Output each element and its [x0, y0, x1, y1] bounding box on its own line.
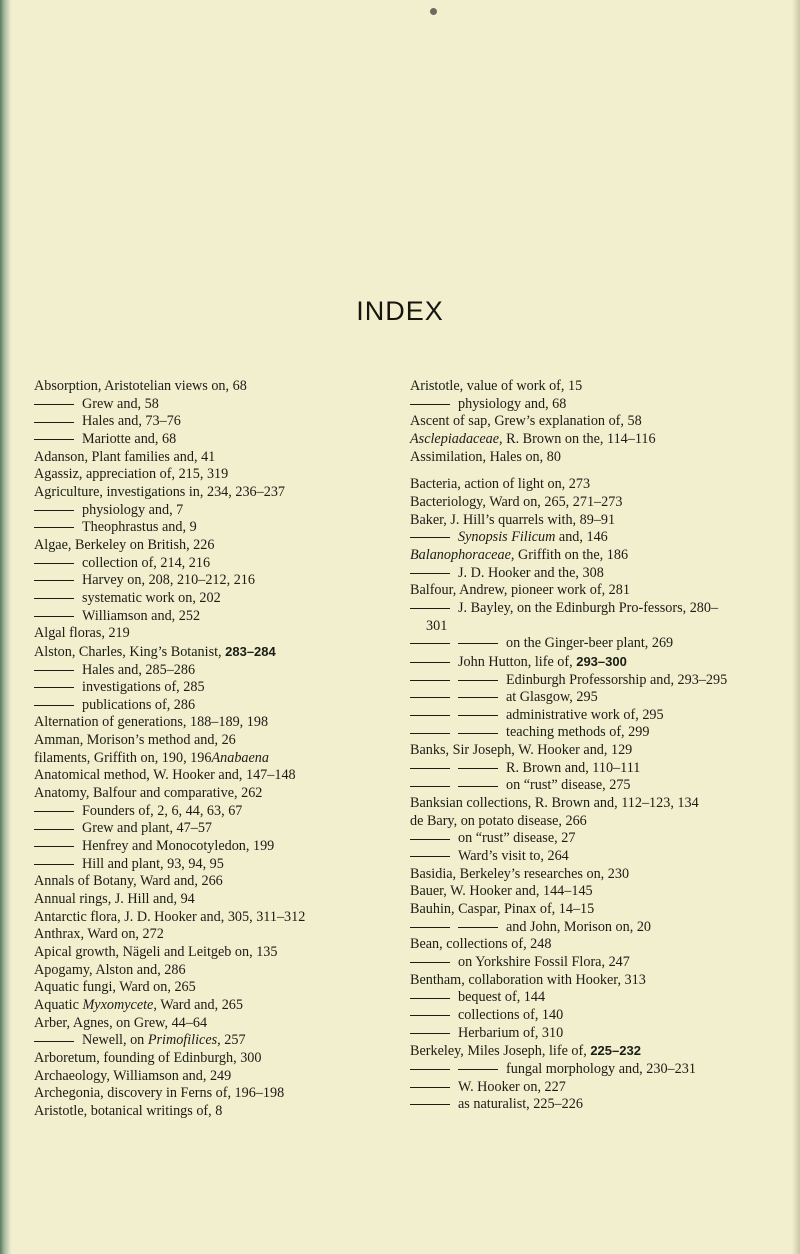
repeat-dash	[458, 786, 498, 787]
entry-text: Grew and, 58	[82, 395, 159, 412]
entry-text: physiology and, 68	[458, 395, 567, 412]
index-entry	[34, 856, 354, 874]
entry-text: collection of, 214, 216	[82, 554, 211, 571]
repeat-dash	[34, 670, 74, 671]
index-entry	[34, 962, 354, 980]
repeat-dash	[410, 1087, 450, 1088]
index-entry	[34, 838, 354, 856]
entry-text: Harvey on, 208, 210–212, 216	[82, 572, 255, 589]
index-entry	[34, 396, 354, 414]
entry-italic-term: Asclepiadaceae	[410, 430, 500, 447]
entry-text: Berkeley, Miles Joseph, life of,	[410, 1043, 591, 1060]
entry-text: Arber, Agnes, on Grew, 44–64	[34, 1014, 208, 1031]
index-entry	[410, 760, 730, 778]
index-entry	[34, 643, 354, 662]
repeat-dash	[410, 927, 450, 928]
entry-text: systematic work on, 202	[82, 589, 221, 606]
entry-text: physiology and, 7	[82, 501, 184, 518]
index-column-left	[34, 378, 354, 1121]
entry-text: Adanson, Plant families and, 41	[34, 448, 216, 465]
repeat-dash	[34, 864, 74, 865]
repeat-dash	[458, 680, 498, 681]
entry-text: W. Hooker on, 227	[458, 1078, 566, 1095]
index-column-right	[410, 378, 730, 1114]
index-entry	[34, 891, 354, 909]
index-entry	[34, 572, 354, 590]
index-entry	[410, 777, 730, 795]
entry-text: J. Bayley, on the Edinburgh Pro-fessors, 280–301	[426, 599, 719, 634]
index-entry	[34, 537, 354, 555]
entry-text: collections of, 140	[458, 1006, 564, 1023]
entry-text: at Glasgow, 295	[506, 689, 598, 706]
index-entry	[410, 494, 730, 512]
repeat-dash	[410, 856, 450, 857]
repeat-dash	[34, 580, 74, 581]
index-entry	[34, 1015, 354, 1033]
entry-text: , Ward and, 265	[153, 996, 243, 1013]
index-entry	[410, 635, 730, 653]
repeat-dash	[34, 846, 74, 847]
repeat-dash	[410, 662, 450, 663]
entry-text: Anatomy, Balfour and comparative, 262	[34, 785, 263, 802]
repeat-dash	[410, 839, 450, 840]
index-entry	[410, 431, 730, 449]
entry-text: filaments, Griffith on, 190, 196	[34, 749, 212, 766]
entry-text: Bean, collections of, 248	[410, 936, 552, 953]
repeat-dash	[410, 697, 450, 698]
entry-text: Absorption, Aristotelian views on, 68	[34, 378, 247, 394]
index-entry	[410, 529, 730, 547]
index-entry	[410, 653, 730, 672]
index-entry	[410, 1079, 730, 1097]
entry-text: de Bary, on potato disease, 266	[410, 812, 587, 829]
entry-text: Algae, Berkeley on British, 226	[34, 536, 215, 553]
entry-text: Hill and plant, 93, 94, 95	[82, 855, 224, 872]
index-entry	[34, 1085, 354, 1103]
index-entry	[34, 502, 354, 520]
entry-text: John Hutton, life of,	[458, 653, 577, 670]
entry-main-pages: 283–284	[225, 643, 276, 659]
repeat-dash	[410, 608, 450, 609]
index-entry	[34, 820, 354, 838]
index-entry	[34, 1032, 354, 1050]
repeat-dash	[458, 768, 498, 769]
index-entry	[34, 431, 354, 449]
entry-text: Agriculture, investigations in, 234, 236–237	[34, 483, 286, 500]
entry-text: Bauhin, Caspar, Pinax of, 14–15	[410, 901, 595, 918]
index-entry	[410, 972, 730, 990]
entry-text: Arboretum, founding of Edinburgh, 300	[34, 1049, 262, 1066]
repeat-dash	[410, 715, 450, 716]
entry-text: Banksian collections, R. Brown and, 112–123, 134	[410, 795, 699, 812]
index-entry	[410, 848, 730, 866]
entry-text: , Griffith on the, 186	[510, 546, 629, 563]
repeat-dash	[34, 1041, 74, 1042]
repeat-dash	[34, 563, 74, 564]
entry-text: Founders of, 2, 6, 44, 63, 67	[82, 802, 243, 819]
repeat-dash	[34, 422, 74, 423]
entry-text: Bacteria, action of light on, 273	[410, 476, 591, 493]
index-entry	[410, 707, 730, 725]
entry-italic-term: Synopsis Filicum	[458, 529, 556, 546]
index-entry	[410, 1007, 730, 1025]
repeat-dash	[410, 733, 450, 734]
entry-text: Agassiz, appreciation of, 215, 319	[34, 466, 229, 483]
entry-text: on “rust” disease, 275	[506, 777, 631, 794]
index-entry	[34, 679, 354, 697]
repeat-dash	[458, 697, 498, 698]
page-title: INDEX	[356, 296, 444, 326]
repeat-dash	[34, 811, 74, 812]
repeat-dash	[458, 1069, 498, 1070]
entry-text: fungal morphology and, 230–231	[506, 1060, 696, 1077]
repeat-dash	[410, 573, 450, 574]
entry-text: Apical growth, Nägeli and Leitgeb on, 135	[34, 944, 278, 960]
entry-italic-term: Primofilices	[147, 1032, 218, 1049]
repeat-dash	[458, 927, 498, 928]
repeat-dash	[410, 1015, 450, 1016]
entry-text: Amman, Morison’s method and, 26	[34, 732, 236, 749]
entry-text: Edinburgh Professorship and, 293–295	[506, 671, 728, 688]
entry-text: Algal floras, 219	[34, 625, 130, 642]
entry-text: , 257	[217, 1032, 246, 1049]
book-spine-edge	[0, 0, 12, 1254]
repeat-dash	[34, 404, 74, 405]
repeat-dash	[34, 687, 74, 688]
index-entry	[34, 697, 354, 715]
entry-text: bequest of, 144	[458, 989, 546, 1006]
entry-text: Annals of Botany, Ward and, 266	[34, 873, 223, 890]
entry-text: Alternation of generations, 188–189, 198	[34, 714, 269, 731]
repeat-dash	[410, 1033, 450, 1034]
entry-text: Bentham, collaboration with Hooker, 313	[410, 971, 646, 988]
entry-text: Balfour, Andrew, pioneer work of, 281	[410, 582, 630, 599]
entry-text: Aquatic fungi, Ward on, 265	[34, 979, 196, 996]
page-mark	[430, 8, 437, 15]
repeat-dash	[34, 829, 74, 830]
index-entry	[410, 866, 730, 884]
entry-text: , R. Brown on the, 114–116	[499, 430, 656, 447]
repeat-dash	[34, 616, 74, 617]
index-entry	[410, 1025, 730, 1043]
entry-text: R. Brown and, 110–111	[506, 759, 641, 776]
entry-text: on the Ginger-beer plant, 269	[506, 635, 674, 652]
entry-text: Apogamy, Alston and, 286	[34, 961, 186, 978]
index-entry	[34, 873, 354, 891]
repeat-dash	[410, 786, 450, 787]
index-entry	[34, 732, 354, 750]
index-entry	[410, 547, 730, 565]
entry-text: Henfrey and Monocotyledon, 199	[82, 838, 275, 855]
index-entry	[34, 750, 354, 768]
index-entry	[34, 466, 354, 484]
entry-text: publications of, 286	[82, 696, 196, 713]
index-entry	[410, 813, 730, 831]
index-entry	[34, 378, 354, 396]
index-entry	[410, 396, 730, 414]
entry-text: on Yorkshire Fossil Flora, 247	[458, 954, 630, 970]
entry-text: teaching methods of, 299	[506, 724, 650, 741]
entry-text: Hales and, 73–76	[82, 413, 181, 430]
entry-text: and, 146	[555, 529, 608, 546]
entry-text: and John, Morison on, 20	[506, 918, 652, 935]
index-entry	[410, 989, 730, 1007]
index-entry	[34, 997, 354, 1015]
index-entry	[410, 742, 730, 760]
entry-text: Bacteriology, Ward on, 265, 271–273	[410, 493, 623, 510]
index-entry	[410, 1042, 730, 1061]
entry-text: as naturalist, 225–226	[458, 1096, 583, 1113]
entry-text: Alston, Charles, King’s Botanist,	[34, 643, 226, 660]
entry-text: administrative work of, 295	[506, 706, 664, 723]
repeat-dash	[410, 643, 450, 644]
index-entry	[410, 378, 730, 396]
entry-text: Ward’s visit to, 264	[458, 848, 569, 865]
repeat-dash	[410, 998, 450, 999]
repeat-dash	[410, 680, 450, 681]
entry-text: Antarctic flora, J. D. Hooker and, 305, 311–312	[34, 908, 306, 925]
index-entry	[34, 803, 354, 821]
entry-text: Anatomical method, W. Hooker and, 147–148	[34, 767, 296, 784]
index-entry	[34, 979, 354, 997]
index-entry	[410, 830, 730, 848]
index-entry	[410, 724, 730, 742]
index-entry	[34, 1050, 354, 1068]
entry-text: Anthrax, Ward on, 272	[34, 926, 164, 943]
index-entry	[410, 582, 730, 600]
index-entry	[410, 672, 730, 690]
index-entry	[410, 954, 730, 972]
page-right-edge	[792, 0, 800, 1254]
index-entry	[34, 909, 354, 927]
entry-text: Banks, Sir Joseph, W. Hooker and, 129	[410, 742, 633, 759]
repeat-dash	[458, 643, 498, 644]
repeat-dash	[410, 404, 450, 405]
entry-text: Hales and, 285–286	[82, 661, 196, 678]
index-entry	[34, 484, 354, 502]
entry-italic-term: Myxomycete	[82, 996, 154, 1013]
index-entry	[34, 714, 354, 732]
entry-italic-term: Anabaena	[211, 749, 269, 766]
entry-text: Annual rings, J. Hill and, 94	[34, 891, 195, 908]
index-entry	[34, 1103, 354, 1121]
entry-text: Assimilation, Hales on, 80	[410, 448, 561, 465]
repeat-dash	[34, 439, 74, 440]
entry-text: Aristotle, botanical writings of, 8	[34, 1102, 223, 1119]
index-entry	[34, 449, 354, 467]
index-entry	[34, 926, 354, 944]
index-entry	[34, 944, 354, 962]
repeat-dash	[34, 510, 74, 511]
index-entry	[410, 1096, 730, 1114]
index-entry	[34, 662, 354, 680]
index-entry	[34, 785, 354, 803]
entry-main-pages: 293–300	[576, 653, 627, 669]
index-entry	[34, 1068, 354, 1086]
repeat-dash	[410, 768, 450, 769]
index-entry	[34, 590, 354, 608]
entry-text: on “rust” disease, 27	[458, 830, 576, 847]
entry-text: Mariotte and, 68	[82, 430, 177, 447]
index-entry	[34, 608, 354, 626]
index-entry	[410, 795, 730, 813]
entry-text: Herbarium of, 310	[458, 1024, 564, 1041]
repeat-dash	[458, 715, 498, 716]
index-entry	[410, 1061, 730, 1079]
entry-text: Newell, on	[82, 1032, 148, 1049]
entry-italic-term: Balanophoraceae	[410, 546, 511, 563]
entry-text: investigations of, 285	[82, 679, 205, 696]
entry-text: Baker, J. Hill’s quarrels with, 89–91	[410, 511, 616, 528]
index-entry	[410, 512, 730, 530]
index-entry	[34, 413, 354, 431]
index-entry	[34, 519, 354, 537]
entry-text: Archaeology, Williamson and, 249	[34, 1067, 232, 1084]
index-entry	[410, 600, 730, 635]
repeat-dash	[34, 598, 74, 599]
index-entry	[34, 555, 354, 573]
entry-text: Aquatic	[34, 996, 83, 1013]
entry-text: J. D. Hooker and the, 308	[458, 564, 604, 581]
index-entry	[410, 476, 730, 494]
index-entry	[410, 689, 730, 707]
repeat-dash	[410, 1069, 450, 1070]
repeat-dash	[458, 733, 498, 734]
index-entry	[410, 413, 730, 431]
index-entry	[34, 625, 354, 643]
entry-text: Bauer, W. Hooker and, 144–145	[410, 883, 593, 900]
index-entry	[410, 883, 730, 901]
entry-text: Ascent of sap, Grew’s explanation of, 58	[410, 413, 642, 430]
repeat-dash	[34, 705, 74, 706]
entry-text: Williamson and, 252	[82, 607, 201, 624]
entry-text: Aristotle, value of work of, 15	[410, 378, 583, 394]
index-entry	[410, 449, 730, 467]
repeat-dash	[410, 537, 450, 538]
index-entry	[410, 565, 730, 583]
index-entry	[34, 767, 354, 785]
entry-main-pages: 225–232	[590, 1043, 641, 1059]
entry-text: Theophrastus and, 9	[82, 519, 197, 536]
index-entry	[410, 936, 730, 954]
index-entry	[410, 919, 730, 937]
entry-text: Basidia, Berkeley’s researches on, 230	[410, 865, 630, 882]
repeat-dash	[410, 1104, 450, 1105]
repeat-dash	[34, 527, 74, 528]
entry-text: Grew and plant, 47–57	[82, 820, 213, 837]
repeat-dash	[410, 962, 450, 963]
entry-text: Archegonia, discovery in Ferns of, 196–198	[34, 1085, 285, 1102]
index-entry	[410, 901, 730, 919]
